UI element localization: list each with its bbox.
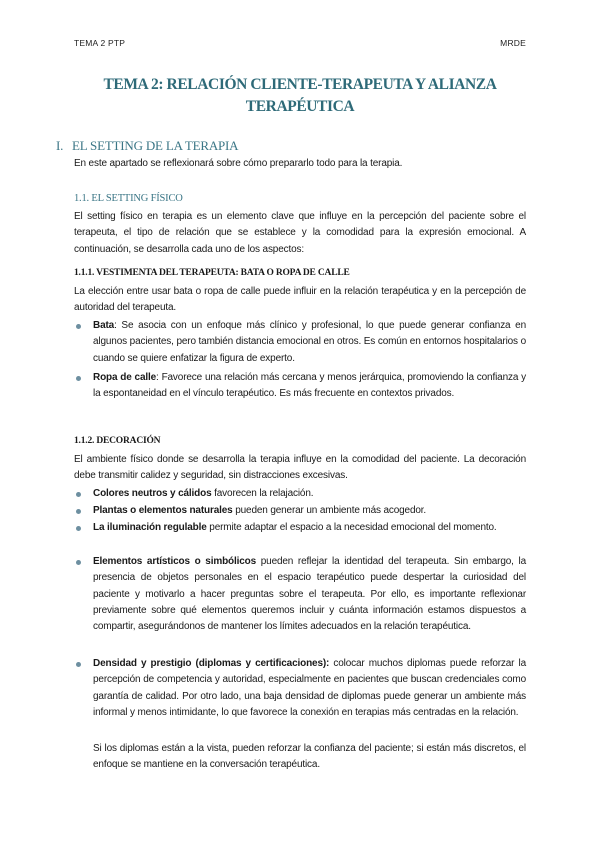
section-title: EL SETTING DE LA TERAPIA (72, 138, 239, 153)
subsection-heading-1-1-1: 1.1.1. VESTIMENTA DEL TERAPEUTA: BATA O ROPA DE CALLE (74, 268, 350, 278)
bullet-icon (76, 492, 81, 497)
bullet-icon (76, 560, 81, 565)
subsection-text-1-1: El setting físico en terapia es un elemento clave que influye en la percepción del paciente sobre el terapeuta, el tipo de relación que se establece y la comodidad para la expresión emocional. A continuación, se desarrolla cada uno de los aspectos: (74, 211, 526, 255)
header-left: TEMA 2 PTP (74, 38, 126, 48)
section-number: I. (56, 138, 64, 153)
page-header (74, 38, 526, 48)
bullet-icon (76, 509, 81, 514)
list-item: Colores neutros y cálidos favorecen la relajación. (93, 486, 526, 502)
list-item: Bata: Se asocia con un enfoque más clínico y profesional, lo que puede generar confianza en algunos pacientes, pero también distancia emocional en otros. Es común en entornos hospitalarios o cuando se quiere enfatizar la figura de experto. (93, 318, 526, 367)
list-item: Elementos artísticos o simbólicos pueden reflejar la identidad del terapeuta. Sin embargo, la presencia de objetos personales en el espacio terapéutico puede despertar la curiosidad del paciente y motivarlo a hacer preguntas sobre el terapeuta. Por ello, es importante reflexionar previamente sobre qué elementos queremos incluir y cuánta información estamos dispuestos a compartir, asegurándonos de mantener los límites adecuados en la relación terapéutica. (93, 554, 526, 635)
closing-paragraph: Si los diplomas están a la vista, pueden reforzar la confianza del paciente; si están más discretos, el enfoque se mantiene en la conversación terapéutica. (93, 743, 526, 771)
list-item: Densidad y prestigio (diplomas y certificaciones): colocar muchos diplomas puede reforzar la percepción de competencia y autoridad, especialmente en pacientes que buscan credenciales como garantía de calidad. Por otro lado, una baja densidad de diplomas puede generar un ambiente más informal y menos intimidante, lo que favorece la conexión en terapias más centradas en la relación. (93, 656, 526, 721)
bullet-icon (76, 376, 81, 381)
subsection-text-1-1-1: La elección entre usar bata o ropa de calle puede influir en la relación terapéutica y en la percepción de autoridad del terapeuta. (74, 286, 526, 314)
page-title (74, 74, 526, 118)
list-item: La iluminación regulable permite adaptar el espacio a la necesidad emocional del momento. (93, 520, 526, 536)
bullet-icon (76, 324, 81, 329)
subsection-heading-1-1-2: 1.1.2. DECORACIÓN (74, 436, 161, 446)
title-line-1: TEMA 2: RELACIÓN CLIENTE-TERAPEUTA Y ALIANZA (103, 76, 497, 93)
subsection-text-1-1-2: El ambiente físico donde se desarrolla la terapia influye en la comodidad del paciente. La decoración debe transmitir calidez y seguridad, sin distracciones excesivas. (74, 454, 526, 482)
bullet-icon (76, 662, 81, 667)
title-line-2: TERAPÉUTICA (245, 98, 355, 115)
bullet-icon (76, 526, 81, 531)
list-item: Plantas o elementos naturales pueden generar un ambiente más acogedor. (93, 503, 526, 519)
section-intro: En este apartado se reflexionará sobre cómo prepararlo todo para la terapia. (74, 158, 403, 169)
list-item: Ropa de calle: Favorece una relación más cercana y menos jerárquica, promoviendo la confianza y la espontaneidad en el vínculo terapéutico. Es más frecuente en contextos privados. (93, 370, 526, 403)
section-heading (56, 138, 238, 154)
subsection-heading-1-1: 1.1. EL SETTING FÍSICO (74, 193, 183, 204)
header-right: MRDE (500, 38, 526, 48)
